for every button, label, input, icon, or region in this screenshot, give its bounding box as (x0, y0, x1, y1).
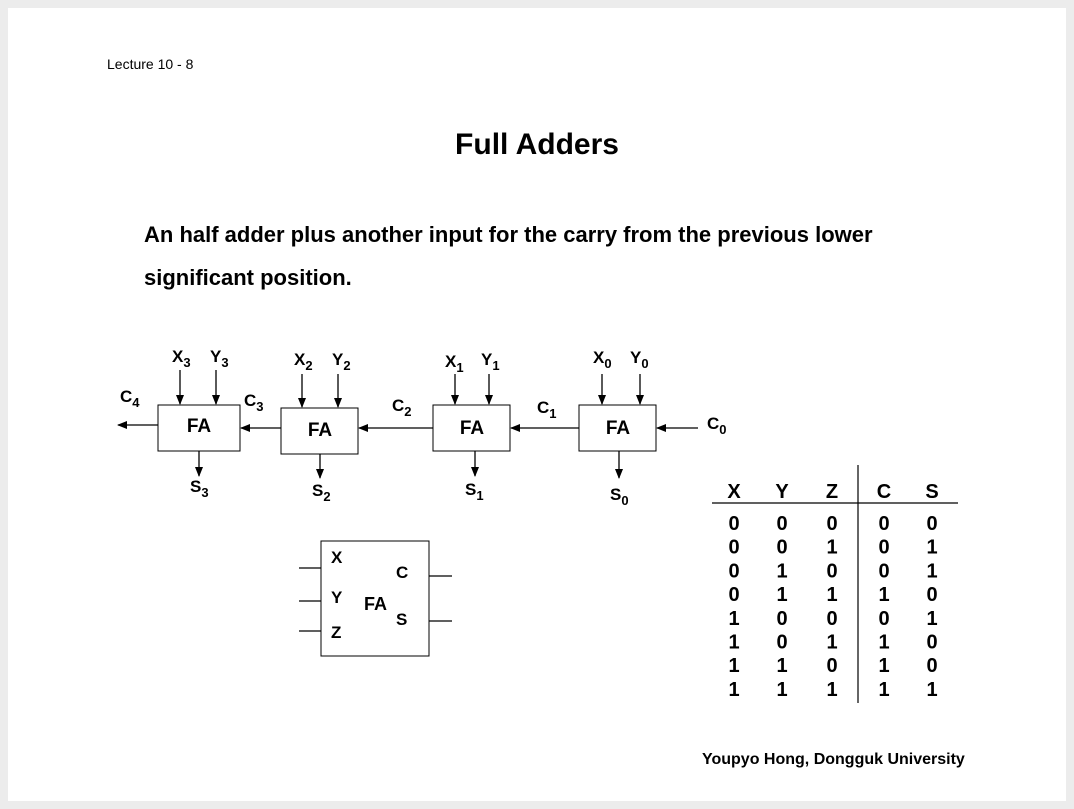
table-header-x: X (727, 481, 741, 503)
table-cell: 1 (926, 678, 938, 701)
symbol-output-s: S (396, 610, 408, 629)
fa-block-0 (579, 405, 656, 451)
s3-label: $S_3$ (190, 477, 209, 500)
fa-label: FA (605, 418, 631, 439)
y3-label: $Y_3$ (210, 347, 229, 370)
table-cell: 1 (878, 678, 890, 701)
table-cell: 0 (776, 631, 788, 654)
table-cell: 1 (826, 584, 838, 607)
table-header-z: Z (825, 481, 839, 503)
table-cell: 1 (776, 678, 788, 701)
table-cell: 1 (926, 607, 938, 630)
y0-label: $Y_0$ (630, 348, 649, 371)
table-header-y: Y (775, 481, 789, 503)
table-cell: 1 (926, 560, 938, 583)
table-cell: 1 (776, 560, 788, 583)
table-cell: 1 (728, 655, 740, 678)
table-body (728, 513, 937, 701)
table-cell: 0 (878, 560, 890, 583)
table-cell: 0 (728, 560, 740, 583)
y2-label: $Y_2$ (332, 350, 351, 373)
table-cell: 0 (926, 513, 938, 535)
truth-table (712, 465, 958, 703)
x2-label: $X_2$ (294, 350, 313, 373)
table-cell: 1 (878, 631, 890, 654)
table-cell: 0 (926, 655, 938, 678)
fa-block-1 (433, 405, 510, 451)
table-cell: 0 (826, 513, 838, 535)
x1-label: $X_1$ (445, 352, 464, 375)
table-cell: 0 (878, 607, 890, 630)
table-cell: 1 (728, 607, 740, 630)
s0-label: $S_0$ (610, 485, 629, 508)
table-cell: 0 (826, 655, 838, 678)
table-cell: 1 (878, 584, 890, 607)
input-labels (172, 347, 649, 375)
fa-symbol (299, 541, 452, 656)
c0-label: $C_0$ (707, 414, 727, 437)
table-cell: 0 (776, 536, 788, 559)
fa-block-2 (281, 408, 358, 454)
sum-labels (190, 477, 629, 508)
table-cell: 0 (926, 584, 938, 607)
table-cell: 0 (776, 607, 788, 630)
table-cell: 1 (826, 536, 838, 559)
table-header-s: S (925, 481, 939, 503)
table-cell: 1 (926, 536, 938, 559)
symbol-input-y: Y (331, 588, 343, 607)
fa-label: FA (186, 416, 212, 437)
sum-arrows (199, 451, 619, 478)
table-cell: 0 (878, 513, 890, 535)
symbol-input-z: Z (331, 623, 342, 642)
c3-label: $C_3$ (244, 391, 264, 414)
table-header-c: C (876, 481, 892, 503)
table-cell: 0 (728, 513, 740, 535)
symbol-label: FA (364, 594, 388, 614)
y1-label: $Y_1$ (481, 350, 500, 373)
s1-label: $S_1$ (465, 480, 484, 503)
fa-label: FA (307, 420, 333, 441)
table-cell: 0 (826, 560, 838, 583)
table-cell: 0 (878, 536, 890, 559)
lecture-number: Lecture 10 - 8 (107, 56, 194, 72)
c1-label: $C_1$ (537, 398, 557, 421)
table-cell: 1 (776, 655, 788, 678)
table-headers (727, 481, 938, 503)
symbol-output-c: C (396, 563, 409, 582)
s2-label: $S_2$ (312, 481, 331, 504)
table-cell: 0 (728, 536, 740, 559)
table-cell: 1 (826, 678, 838, 701)
fa-block-3 (158, 405, 240, 451)
table-cell: 1 (776, 584, 788, 607)
x3-label: $X_3$ (172, 347, 191, 370)
table-cell: 1 (878, 655, 890, 678)
table-cell: 1 (728, 631, 740, 654)
page-title: Full Adders (455, 128, 619, 161)
x0-label: $X_0$ (593, 348, 612, 371)
table-cell: 0 (776, 513, 788, 535)
table-cell: 0 (826, 607, 838, 630)
symbol-input-x: X (331, 548, 343, 567)
table-cell: 1 (728, 678, 740, 701)
table-cell: 1 (826, 631, 838, 654)
table-cell: 0 (728, 584, 740, 607)
c2-label: $C_2$ (392, 396, 412, 419)
footer-credit: Youpyo Hong, Dongguk University (702, 751, 965, 768)
table-cell: 0 (926, 631, 938, 654)
body-text: An half adder plus another input for the carry from the previous lower significant position. (144, 222, 873, 290)
fa-label: FA (459, 418, 485, 439)
c4-label: $C_4$ (120, 387, 140, 410)
